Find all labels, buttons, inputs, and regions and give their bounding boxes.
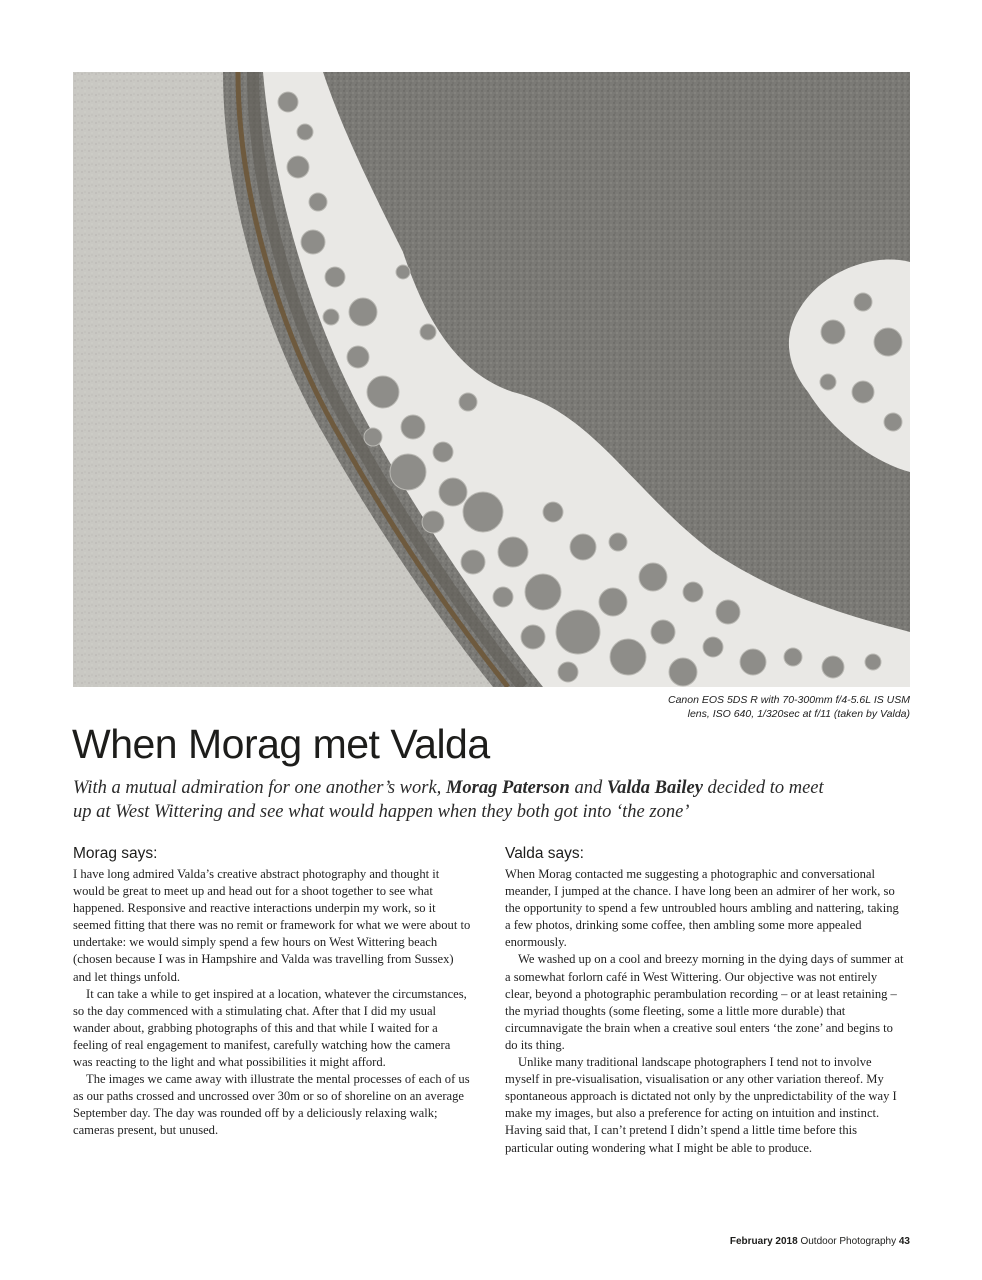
valda-paragraph-2: We washed up on a cool and breezy morning in the dying days of summer at a somewhat forlorn café in West Wittering. Our objective was not entirely clear, beyond a photographic perambulation recording – or at least retaining – the myriad thoughts (some fleeting, some a little more durable) that circumnavigate the brain when a creative soul enters ‘the zone’ and begins to do its thing. bbox=[505, 952, 904, 1052]
morag-paragraph-1: I have long admired Valda’s creative abstract photography and thought it would be great to meet up and head out for a shoot together to see what happened. Responsive and reactive interactions underpin my work, so it seemed fitting that there was no remit or framework for what we were about to undertake: we would simply spend a few hours on West Wittering beach (chosen because I was in Hampshire and Valda was travelling from Sussex) and let things unfold. bbox=[73, 867, 471, 984]
morag-paragraph-2: It can take a while to get inspired at a location, whatever the circumstances, so the day commenced with a stimulating chat. After that I did my usual wander about, grabbing photographs of this and that while I waited for a feeling of real engagement to manifest, carefully watching how the camera was reacting to the light and what possibilities it might afford. bbox=[73, 986, 467, 1070]
folio-page-number: 43 bbox=[898, 1236, 910, 1247]
morag-column bbox=[73, 844, 473, 1140]
photo-caption bbox=[490, 693, 910, 721]
beach-foam-photo bbox=[73, 72, 910, 687]
valda-paragraph-1: When Morag contacted me suggesting a photographic and conversational meander, I jumped at the chance. I have long been an admirer of her work, so the opportunity to spend a few untroubled hours ambling and nattering, taking a few photos, drinking some coffee, then ambling some more appealed enormously. bbox=[505, 867, 899, 950]
beach-foam-image bbox=[73, 72, 910, 687]
standfirst-name-morag: Morag Paterson bbox=[445, 778, 570, 798]
morag-paragraph-3: The images we came away with illustrate the mental processes of each of us as our paths crossed and uncrossed over 30m or so of shoreline on an average September day. The day was rounded off by a deliciously relaxing walk; cameras present, but unused. bbox=[73, 1072, 470, 1138]
valda-paragraph-3: Unlike many traditional landscape photographers I tend not to involve myself in pre-visualisation, visualisation or any other variation thereof. My spontaneous approach is dictated not only by the unpredictability of the way I make my images, but also a preference for acting on intuition and instinct. Having said that, I can’t pretend I didn’t spend a little time before this particular outing wondering what I might be able to produce. bbox=[505, 1055, 897, 1155]
morag-heading: Morag says: bbox=[73, 845, 158, 862]
standfirst-part-3: decided to meet up at West Wittering and see what would happen when they both got into ‘the zone’ bbox=[73, 778, 824, 822]
standfirst-name-valda: Valda Bailey bbox=[606, 778, 703, 798]
valda-column bbox=[505, 844, 905, 1157]
standfirst-part-2: and bbox=[569, 778, 607, 798]
article-title: When Morag met Valda bbox=[72, 721, 490, 767]
folio-magazine: Outdoor Photography bbox=[800, 1236, 897, 1247]
article-standfirst bbox=[73, 776, 833, 824]
standfirst-part-1: With a mutual admiration for one another’s work, bbox=[73, 778, 446, 798]
page-folio bbox=[730, 1236, 910, 1247]
valda-heading: Valda says: bbox=[505, 845, 584, 862]
caption-line-1: Canon EOS 5DS R with 70-300mm f/4-5.6L IS USM bbox=[668, 694, 910, 706]
folio-date: February 2018 bbox=[729, 1236, 798, 1247]
caption-line-2: lens, ISO 640, 1/320sec at f/11 (taken by Valda) bbox=[687, 708, 910, 720]
